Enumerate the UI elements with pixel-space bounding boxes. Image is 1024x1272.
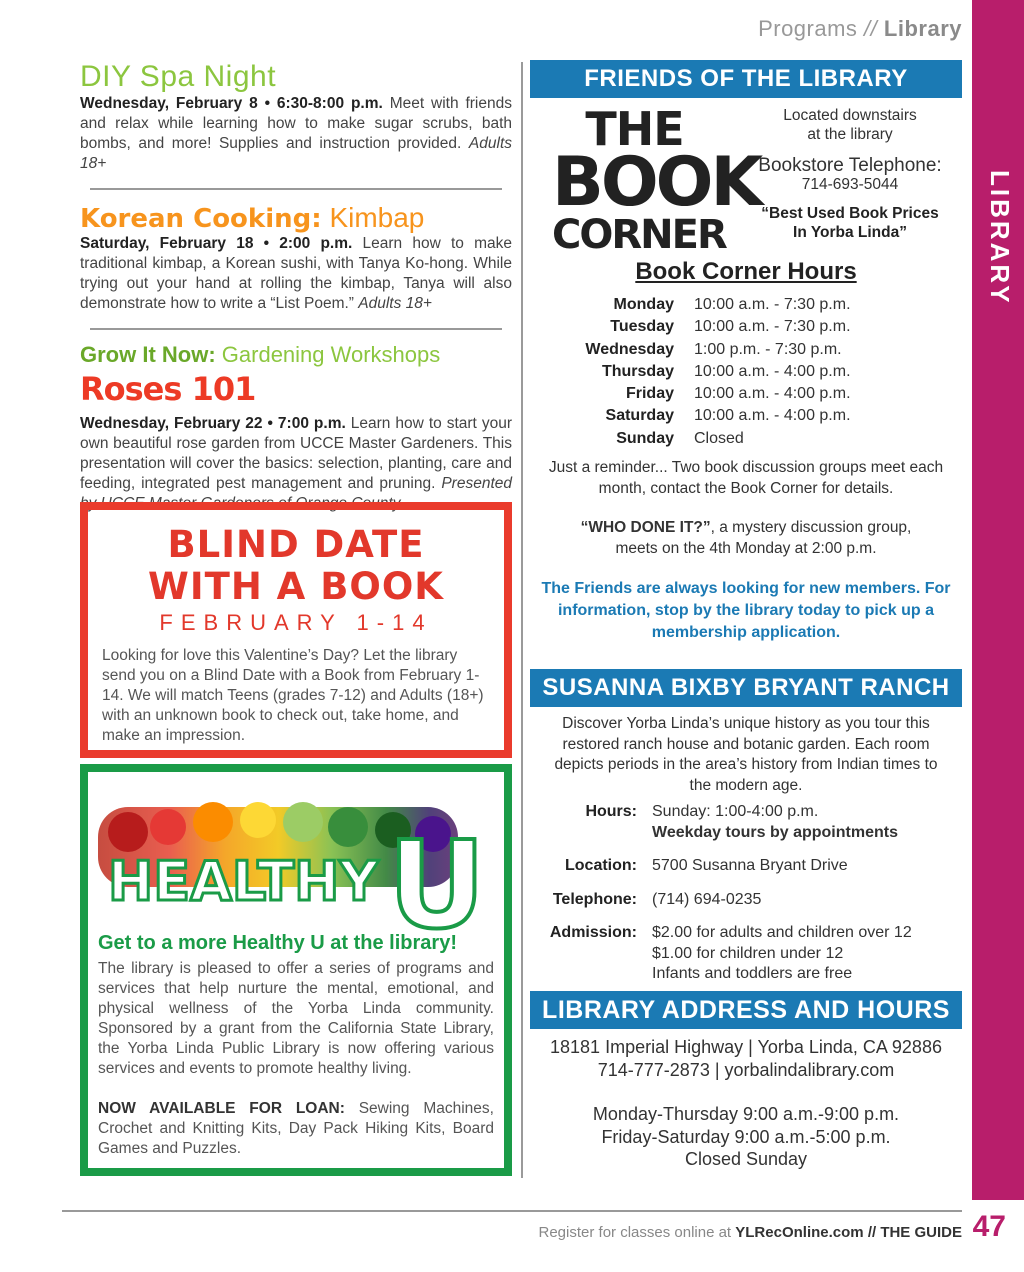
page-header xyxy=(758,16,962,42)
hours-row: Tuesday 10:00 a.m. - 7:30 p.m. xyxy=(610,318,851,336)
hours-row: Thursday 10:00 a.m. - 4:00 p.m. xyxy=(601,362,851,380)
bookstore-tel: 714-693-5044 xyxy=(801,176,899,193)
book-corner-hours xyxy=(560,293,853,451)
event-series: Grow It Now: Gardening Workshops xyxy=(80,342,441,367)
book-corner-info: Located downstairs at the library Bookstore Telephone: 714-693-5044 “Best Used Book Prices In Yorba Linda” xyxy=(740,106,960,242)
footer-divider xyxy=(62,1210,962,1212)
healthy-u-produce-image xyxy=(88,782,504,932)
footer-site-link[interactable]: YLRecOnline.com xyxy=(735,1224,864,1241)
event-spa xyxy=(80,60,512,174)
friends-bar: FRIENDS OF THE LIBRARY xyxy=(530,60,962,98)
ranch-telephone-row: Telephone: (714) 694-0235 xyxy=(552,890,762,908)
event-title: Roses 101 xyxy=(80,370,256,408)
page-number: 47 xyxy=(972,1210,1006,1243)
blind-date-body: Looking for love this Valentine’s Day? Let the library send you on a Blind Date with a Book from February 1-14. We will match Teens (grades 7-12) and Adults (18+) with an unknown book to check out, take home, and make an impression. xyxy=(102,647,484,744)
divider xyxy=(90,328,502,330)
event-when: Wednesday, February 22 • 7:00 p.m. xyxy=(80,415,346,432)
event-roses xyxy=(80,342,512,514)
event-presenter: Presented by UCCE Master Gardeners of Orange County. xyxy=(80,475,512,512)
event-description: Wednesday, February 8 • 6:30-8:00 p.m. Meet with friends and relax while learning how to make sugar scrubs, bath bombs, and more! Supplies and instruction provided. Adults 18+ xyxy=(80,95,513,172)
bookstore-tel-label: Bookstore Telephone: xyxy=(758,155,942,176)
healthy-u-loan: NOW AVAILABLE FOR LOAN: Sewing Machines, Crochet and Knitting Kits, Day Pack Hiking Kits, Board Games and Puzzles. xyxy=(98,1100,494,1157)
healthy-u-heading: Get to a more Healthy U at the library! xyxy=(98,932,457,954)
header-separator: // xyxy=(864,16,878,41)
event-audience: Adults 18+ xyxy=(358,295,432,312)
ranch-hours-row: Hours: Sunday: 1:00-4:00 p.m. Weekday tours by appointments xyxy=(585,803,898,841)
hours-row: Friday 10:00 a.m. - 4:00 p.m. xyxy=(625,385,851,403)
event-description: Saturday, February 18 • 2:00 p.m. Learn how to make traditional kimbap, a Korean sushi, with Tanya Ko-hong. While trying out your hand at rolling the kimbap, Tanya will also demonstrate how to write a “List Poem.” Adults 18+ xyxy=(80,235,513,312)
event-audience: Adults 18+ xyxy=(80,135,513,172)
healthy-u-box xyxy=(80,764,512,1176)
hours-row: Wednesday 1:00 p.m. - 7:30 p.m. xyxy=(585,340,842,358)
event-when: Saturday, February 18 • 2:00 p.m. xyxy=(80,235,353,252)
book-corner-logo: THE BOOK CORNER xyxy=(552,102,761,258)
divider xyxy=(90,188,502,190)
ranch-location-row: Location: 5700 Susanna Bryant Drive xyxy=(565,857,848,874)
header-section: Programs xyxy=(758,16,858,41)
healthy-u-logo-letter: U xyxy=(388,817,486,932)
sidebar-label: LIBRARY xyxy=(985,170,1015,306)
hours-row: Sunday Closed xyxy=(616,429,744,447)
mystery-group: “WHO DONE IT?”, a mystery discussion group, meets on the 4th Monday at 2:00 p.m. xyxy=(580,519,912,557)
event-title: DIY Spa Night xyxy=(80,60,277,93)
hours-row: Monday 10:00 a.m. - 7:30 p.m. xyxy=(613,296,851,313)
ranch-bar: SUSANNA BIXBY BRYANT RANCH xyxy=(530,669,962,707)
column-divider xyxy=(521,62,523,1178)
healthy-u-body: The library is pleased to offer a series of programs and services that help nurture the mental, emotional, and physical wellness of the Yorba Linda community. Sponsored by a grant from the California State Library, the Yorba Linda Public Library is now offering various services and events to promote healthy living. xyxy=(98,960,494,1077)
book-corner-quote: “Best Used Book Prices In Yorba Linda” xyxy=(761,205,939,241)
left-column xyxy=(80,60,512,514)
event-korean xyxy=(80,202,512,314)
right-column xyxy=(530,60,962,98)
blind-date-box xyxy=(80,502,512,758)
event-description: Wednesday, February 22 • 7:00 p.m. Learn how to start your own beautiful rose garden from UCCE Master Gardeners. This presentation will cover the basics: selection, planting, care and feeding, integrated pest management and pruning. Presented by UCCE Master Gardeners of Orange County. xyxy=(80,415,512,512)
page-footer: Register for classes online at YLRecOnline.com // THE GUIDE xyxy=(538,1224,962,1241)
ranch-admission-row: Admission: $2.00 for adults and children over 12 $1.00 for children under 12 Infants and toddlers are free xyxy=(549,924,912,982)
ranch-description: Discover Yorba Linda’s unique history as you tour this restored ranch house and botanic garden. Each room depicts periods in the area’s history from Indian times to the modern age. xyxy=(554,715,938,794)
healthy-u-logo-word: HEALTHY xyxy=(108,850,379,913)
hours-row: Saturday 10:00 a.m. - 4:00 p.m. xyxy=(605,407,851,425)
event-when: Wednesday, February 8 • 6:30-8:00 p.m. xyxy=(80,95,383,112)
blind-date-dates: FEBRUARY 1-14 xyxy=(159,610,433,635)
blind-date-title: BLIND DATE WITH A BOOK xyxy=(148,523,444,608)
event-title: Korean Cooking: Kimbap xyxy=(80,202,425,234)
library-address: 18181 Imperial Highway | Yorba Linda, CA 92886 714-777-2873 | yorbalindalibrary.com Monday-Thursday 9:00 a.m.-9:00 p.m. Friday-Saturday 9:00 a.m.-5:00 p.m. Closed Sunday xyxy=(550,1037,942,1169)
library-address-bar: LIBRARY ADDRESS AND HOURS xyxy=(530,991,962,1029)
friends-membership: The Friends are always looking for new members. For information, stop by the library today to pick up a membership application. xyxy=(541,580,951,641)
ranch-info xyxy=(540,800,914,998)
healthy-u-text xyxy=(98,932,494,1159)
book-discussion-reminder: Just a reminder... Two book discussion groups meet each month, contact the Book Corner for details. xyxy=(548,459,944,497)
book-corner-hours-title: Book Corner Hours xyxy=(635,258,857,285)
header-page: Library xyxy=(883,16,962,41)
